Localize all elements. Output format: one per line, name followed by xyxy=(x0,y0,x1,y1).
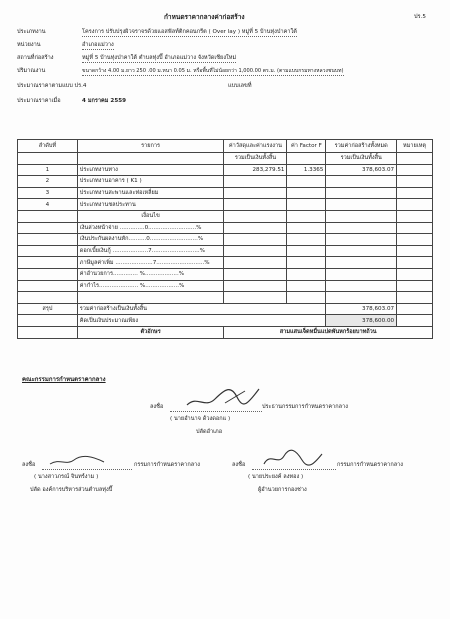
info-label: หน่วยงาน xyxy=(17,42,41,48)
row-total: 378,603.07 xyxy=(326,164,397,176)
row-no: 1 xyxy=(18,164,78,176)
info-label: สถานที่ก่อสร้าง xyxy=(17,55,54,61)
summary-row xyxy=(18,315,433,327)
table-row xyxy=(18,199,433,211)
member1-signature xyxy=(48,452,108,468)
info-label: ประเภทงาน xyxy=(17,29,46,35)
form-number: ปร.5 xyxy=(414,14,426,20)
row-item: ประเภทงานอาคาร ( K1 ) xyxy=(77,176,224,188)
summary-text-row xyxy=(18,326,433,338)
summary-total: 378,603.07 xyxy=(326,303,397,315)
row-item: ประเภทงานสะพานและท่อเหลี่ยม xyxy=(77,187,224,199)
info-label: ประมาณราคาเมื่อ xyxy=(17,98,61,104)
conditions-title: เงื่อนไข xyxy=(77,210,224,222)
col-header-cost-sub: รวมเป็นเงินทั้งสิ้น xyxy=(224,153,287,165)
cost-table xyxy=(17,139,433,339)
info-value: หมู่ที่ 5 บ้านทุ่งป่าคาใต้ ตำบลทุ่งปี๊ อำเภอแม่วาง จังหวัดเชียงใหม่ xyxy=(82,55,237,61)
info-value: แบบเลขที่ xyxy=(228,83,252,89)
col-header-cost: ค่าวัสดุและค่าแรงงาน xyxy=(224,140,287,153)
info-value: โครงการ ปรับปรุงผิวจราจรด้วยแอสฟัลท์ติกคอนกรีต ( Over lay ) หมู่ที่ 5 บ้านทุ่งป่าคาใต้ xyxy=(82,29,297,35)
member1-sign-prefix: ลงชื่อ xyxy=(22,462,36,468)
row-factor: 1.3365 xyxy=(287,164,326,176)
info-value: ขนาดกว้าง 4.00 ม.ยาว 250 .00 ม.หนา 0.05 ม. หรือพื้นที่ไม่น้อยกว่า 1,000.00 ตร.ม. (ตามแบบกรมทางหลวงชนบท) xyxy=(82,68,344,74)
info-label: ประมาณราคาตามแบบ ปร.4 xyxy=(17,83,87,89)
condition-item: เงินล่วงหน้าจ่าย ..............0...........................% xyxy=(77,222,224,234)
col-header-total-sub: รวมเป็นเงินทั้งสิ้น xyxy=(326,153,397,165)
committee-heading: คณะกรรมการกำหนดราคากลาง xyxy=(22,376,106,383)
summary-round: 378,600.00 xyxy=(326,315,397,327)
row-no: 4 xyxy=(18,199,78,211)
chair-title: ปลัดอำเภอ xyxy=(196,429,223,435)
chair-name: ( นายอำนาจ ด้วงดอกแ ) xyxy=(170,416,231,422)
summary-row xyxy=(18,303,433,315)
chair-role: ประธานกรรมการกำหนดราคากลาง xyxy=(262,404,348,410)
member2-title: ผู้อำนวยการกองช่าง xyxy=(258,487,307,493)
summary-label: สรุป xyxy=(18,303,78,315)
amount-text-label: ตัวอักษร xyxy=(77,326,224,338)
info-label: ปริมาณงาน xyxy=(17,68,46,74)
condition-item: เงินประกันผลงานหัก..........0...........................% xyxy=(77,234,224,246)
condition-item: ภาษีมูลค่าเพิ่ม .....................7...........................% xyxy=(77,257,224,269)
col-header-total: รวมค่าก่อสร้างทั้งหมด xyxy=(326,140,397,153)
member2-role: กรรมการกำหนดราคากลาง xyxy=(337,462,404,468)
condition-item: ค่าอำนวยการ.............. %...................% xyxy=(77,268,224,280)
condition-item: ดอกเบี้ยเงินกู้ ....................7...........................% xyxy=(77,245,224,257)
chair-signature xyxy=(185,381,265,411)
col-header-no: ลำดับที่ xyxy=(18,140,78,153)
info-value: 4 มกราคม 2559 xyxy=(82,98,127,104)
member1-title: ปลัด องค์การบริหารส่วนตำบลทุ่งปี๊ xyxy=(30,487,113,493)
col-header-item: รายการ xyxy=(77,140,224,153)
table-row xyxy=(18,164,433,176)
member2-sign-prefix: ลงชื่อ xyxy=(232,462,246,468)
condition-item: ค่ากำไร...................... %...................% xyxy=(77,280,224,292)
member2-name: ( นายประยงค์ ลงทอง ) xyxy=(248,474,304,480)
row-no: 3 xyxy=(18,187,78,199)
member2-signature xyxy=(262,448,326,468)
member1-role: กรรมการกำหนดราคากลาง xyxy=(134,462,201,468)
row-item: ประเภทงานทาง xyxy=(77,164,224,176)
col-header-note: หมายเหตุ xyxy=(397,140,433,153)
row-cost: 283,279.51 xyxy=(224,164,287,176)
member1-name: ( นางสาวภรณ์ จินทร์งาม ) xyxy=(34,474,99,480)
table-row xyxy=(18,187,433,199)
row-no: 2 xyxy=(18,176,78,188)
amount-text: สามแสนเจ็ดหมื่นแปดพันหกร้อยบาทถ้วน xyxy=(224,326,433,338)
chair-sign-prefix: ลงชื่อ xyxy=(150,404,164,410)
col-header-factor: ค่า Factor F xyxy=(287,140,326,153)
summary-total-label: รวมค่าก่อสร้างเป็นเงินทั้งสิ้น xyxy=(77,303,326,315)
info-value: อำเภอแม่วาง xyxy=(82,42,114,48)
row-item: ประเภทงานชลประทาน xyxy=(77,199,224,211)
document-title: กำหนดราคากลางค่าก่อสร้าง xyxy=(164,13,245,21)
table-row xyxy=(18,176,433,188)
summary-round-label: คิดเป็นเงินประมาณเพียง xyxy=(77,315,326,327)
